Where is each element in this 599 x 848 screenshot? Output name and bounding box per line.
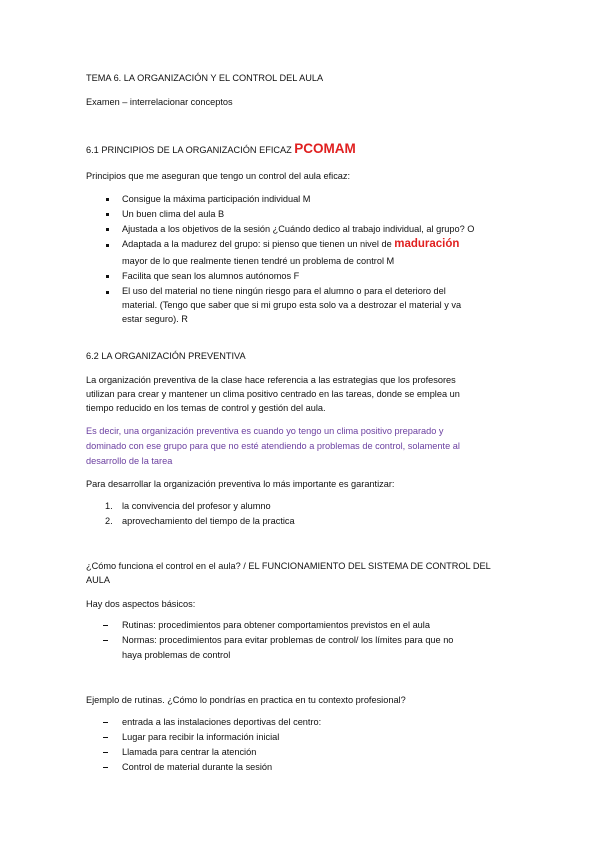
list-item: Ajustada a los objetivos de la sesión ¿Cuándo dedico al trabajo individual, al grupo? O — [122, 224, 475, 234]
example-heading: Ejemplo de rutinas. ¿Cómo lo pondrías en practica en tu contexto profesional? — [86, 695, 406, 705]
dash-bullet-icon — [103, 752, 108, 753]
purple-paragraph-line: desarrollo de la tarea — [86, 456, 173, 466]
section-6-1-heading — [86, 143, 356, 156]
list-item: El uso del material no tiene ningún riesgo para el alumno o para el deterioro del — [122, 286, 446, 296]
dash-bullet-icon — [103, 737, 108, 738]
list-item: Un buen clima del aula B — [122, 209, 225, 219]
list-item: Consigue la máxima participación individual M — [122, 194, 311, 204]
acronym-pcomam: PCOMAM — [294, 141, 356, 156]
paragraph-line: Hay dos aspectos básicos: — [86, 599, 196, 609]
list-item-continuation: haya problemas de control — [122, 650, 231, 660]
document-title: TEMA 6. LA ORGANIZACIÓN Y EL CONTROL DEL AULA — [86, 73, 324, 83]
list-item: Rutinas: procedimientos para obtener comportamientos previstos en el aula — [122, 620, 430, 630]
list-item — [122, 238, 459, 250]
bullet-icon — [106, 228, 109, 231]
list-item-continuation: estar seguro). R — [122, 314, 188, 324]
list-item: Facilita que sean los alumnos autónomos F — [122, 271, 300, 281]
list-item: aprovechamiento del tiempo de la practica — [122, 516, 295, 526]
list-item-continuation: material. (Tengo que saber que si mi grupo esta solo va a destrozar el material y va — [122, 300, 462, 310]
bullet-icon — [106, 213, 109, 216]
list-item: Llamada para centrar la atención — [122, 747, 257, 757]
list-item-text: Adaptada a la madurez del grupo: si pienso que tienen un nivel de — [122, 239, 395, 249]
purple-paragraph-line: dominado con ese grupo para que no esté atendiendo a problemas de control, solamente al — [86, 441, 460, 451]
bullet-icon — [106, 244, 109, 247]
control-question-continuation: AULA — [86, 575, 111, 585]
dash-bullet-icon — [103, 625, 108, 626]
dash-bullet-icon — [103, 640, 108, 641]
list-number: 2. — [105, 516, 113, 526]
bullet-icon — [106, 198, 109, 201]
dash-bullet-icon — [103, 722, 108, 723]
bullet-icon — [106, 291, 109, 294]
list-item: Lugar para recibir la información inicial — [122, 732, 280, 742]
document-subtitle: Examen – interrelacionar conceptos — [86, 97, 233, 107]
bullet-icon — [106, 275, 109, 278]
control-question: ¿Cómo funciona el control en el aula? / EL FUNCIONAMIENTO DEL SISTEMA DE CONTROL DEL — [86, 561, 491, 571]
paragraph-line: Para desarrollar la organización preventiva lo más importante es garantizar: — [86, 479, 395, 489]
paragraph-line: utilizan para crear y mantener un clima positivo centrado en las tareas, donde se emplea un — [86, 389, 460, 399]
list-item-continuation: mayor de lo que realmente tienen tendré un problema de control M — [122, 256, 395, 266]
purple-paragraph-line: Es decir, una organización preventiva es cuando yo tengo un clima positivo preparado y — [86, 426, 444, 436]
list-item: entrada a las instalaciones deportivas del centro: — [122, 717, 322, 727]
list-item: Control de material durante la sesión — [122, 762, 273, 772]
highlight-maduracion: maduración — [394, 238, 460, 250]
list-item: la convivencia del profesor y alumno — [122, 501, 271, 511]
section-6-2-heading: 6.2 LA ORGANIZACIÓN PREVENTIVA — [86, 351, 246, 361]
section-6-1-heading-text: 6.1 PRINCIPIOS DE LA ORGANIZACIÓN EFICAZ — [86, 145, 295, 155]
paragraph-line: tiempo reducido en los temas de control y gestión del aula. — [86, 403, 326, 413]
dash-bullet-icon — [103, 767, 108, 768]
paragraph-line: La organización preventiva de la clase hace referencia a las estrategias que los profesores — [86, 375, 456, 385]
list-number: 1. — [105, 501, 113, 511]
section-6-1-intro: Principios que me aseguran que tengo un control del aula eficaz: — [86, 171, 351, 181]
list-item: Normas: procedimientos para evitar problemas de control/ los límites para que no — [122, 635, 454, 645]
